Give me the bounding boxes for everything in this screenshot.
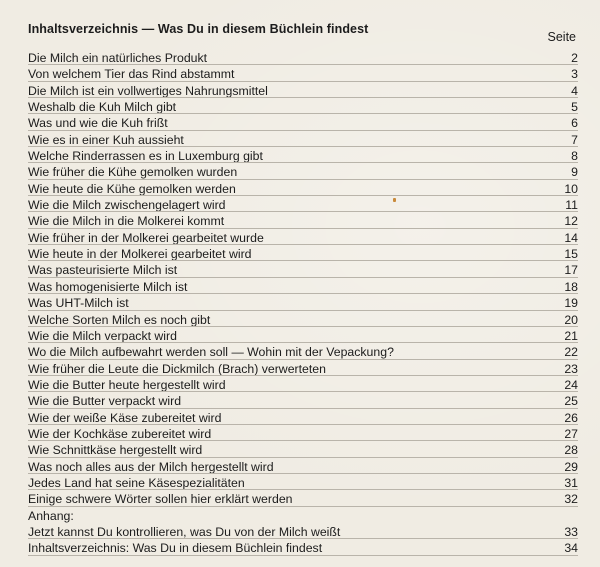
toc-entry	[28, 491, 578, 507]
toc-entry	[28, 148, 578, 164]
toc-entry	[28, 99, 578, 115]
toc-entry	[28, 344, 578, 360]
toc-entry-title: Wo die Milch aufbewahrt werden soll — Wohin mit der Vepackung?	[28, 345, 394, 360]
paper-speck	[393, 198, 396, 202]
toc-entry-page: 9	[571, 165, 578, 180]
toc-leader-line	[28, 489, 578, 490]
toc-entry-page: 34	[564, 541, 578, 556]
toc-leader-line	[28, 391, 578, 392]
toc-entry-page: 31	[564, 475, 578, 490]
toc-leader-line	[28, 146, 578, 147]
toc-entry	[28, 475, 578, 491]
toc-leader-line	[28, 97, 578, 98]
toc-leader-line	[28, 81, 578, 82]
toc-entry-page: 20	[564, 312, 578, 327]
toc-entry	[28, 246, 578, 262]
toc-leader-line	[28, 408, 578, 409]
toc-entry-title: Was UHT-Milch ist	[28, 296, 129, 311]
toc-entry-page: 10	[564, 181, 578, 196]
toc-entry	[28, 426, 578, 442]
toc-entry-title: Was pasteurisierte Milch ist	[28, 263, 178, 278]
toc-entry-title: Wie früher die Kühe gemolken wurden	[28, 165, 238, 180]
page-title: Inhaltsverzeichnis — Was Du in diesem Büchlein findest	[28, 22, 369, 36]
toc-leader-line	[28, 260, 578, 261]
toc-entry	[28, 230, 578, 246]
toc-entry-page: 28	[564, 443, 578, 458]
toc-entry-page: 15	[564, 247, 578, 262]
toc-entry-title: Jedes Land hat seine Käsespezialitäten	[28, 475, 245, 490]
toc-entry-title: Wie der Kochkäse zubereitet wird	[28, 426, 212, 441]
toc-leader-line	[28, 538, 578, 539]
toc-leader-line	[28, 179, 578, 180]
toc-entry-page: 27	[564, 426, 578, 441]
toc-entry	[28, 197, 578, 213]
toc-entry-page: 5	[571, 100, 578, 115]
toc-entry-title: Welche Sorten Milch es noch gibt	[28, 312, 211, 327]
toc-leader-line	[28, 130, 578, 131]
toc-entry-page: 24	[564, 377, 578, 392]
toc-entry-page: 21	[564, 328, 578, 343]
toc-leader-line	[28, 424, 578, 425]
toc-leader-line	[28, 113, 578, 114]
table-of-contents	[28, 50, 578, 557]
toc-entry-page: 17	[564, 263, 578, 278]
toc-entry	[28, 361, 578, 377]
toc-leader-line	[28, 359, 578, 360]
toc-leader-line	[28, 277, 578, 278]
toc-leader-line	[28, 440, 578, 441]
toc-entry-page: 7	[571, 132, 578, 147]
toc-entry-page: 22	[564, 345, 578, 360]
toc-entry-title: Wie die Butter heute hergestellt wird	[28, 377, 226, 392]
toc-entry	[28, 66, 578, 82]
toc-entry-page: 29	[564, 459, 578, 474]
toc-leader-line	[28, 326, 578, 327]
toc-entry-page: 33	[564, 524, 578, 539]
toc-leader-line	[28, 244, 578, 245]
toc-entry	[28, 377, 578, 393]
toc-entry-page: 32	[564, 492, 578, 507]
page-column-label: Seite	[547, 30, 576, 44]
toc-entry	[28, 83, 578, 99]
toc-entry-title: Wie die Butter verpackt wird	[28, 394, 182, 409]
toc-entry-title: Wie früher die Leute die Dickmilch (Brach) verwerteten	[28, 361, 326, 376]
toc-entry	[28, 459, 578, 475]
toc-entry	[28, 312, 578, 328]
toc-leader-line	[28, 195, 578, 196]
toc-entry-title: Weshalb die Kuh Milch gibt	[28, 100, 177, 115]
toc-entry-title: Wie die Milch zwischengelagert wird	[28, 198, 226, 213]
toc-entry-page: 2	[571, 51, 578, 65]
toc-entry	[28, 524, 578, 540]
toc-entry	[28, 442, 578, 458]
toc-entry-title: Wie heute die Kühe gemolken werden	[28, 181, 236, 196]
toc-entry	[28, 50, 578, 66]
toc-entry-title: Wie früher in der Molkerei gearbeitet wurde	[28, 230, 264, 245]
toc-entry	[28, 262, 578, 278]
toc-leader-line	[28, 310, 578, 311]
toc-entry-title: Was noch alles aus der Milch hergestellt wird	[28, 459, 274, 474]
toc-entry	[28, 132, 578, 148]
toc-entry-title: Die Milch ein natürliches Produkt	[28, 51, 208, 65]
toc-entry-title: Einige schwere Wörter sollen hier erklärt werden	[28, 492, 293, 507]
toc-entry-title: Was und wie die Kuh frißt	[28, 116, 168, 131]
toc-entry-title: Was homogenisierte Milch ist	[28, 279, 188, 294]
toc-entry	[28, 540, 578, 556]
toc-leader-line	[28, 162, 578, 163]
toc-entry	[28, 115, 578, 131]
toc-entry	[28, 164, 578, 180]
toc-entry-page: 6	[571, 116, 578, 131]
toc-entry-page: 8	[571, 149, 578, 164]
toc-entry	[28, 328, 578, 344]
toc-entry-title: Wie heute in der Molkerei gearbeitet wird	[28, 247, 252, 262]
toc-entry	[28, 279, 578, 295]
toc-entry-page: 19	[564, 296, 578, 311]
toc-entry-page: 25	[564, 394, 578, 409]
toc-leader-line	[28, 211, 578, 212]
toc-entry-title: Wie die Milch verpackt wird	[28, 328, 177, 343]
toc-entry-page: 3	[571, 67, 578, 82]
toc-entry-page: 14	[564, 230, 578, 245]
toc-entry-title: Die Milch ist ein vollwertiges Nahrungsmittel	[28, 83, 268, 98]
toc-leader-line	[28, 473, 578, 474]
toc-leader-line	[28, 457, 578, 458]
toc-leader-line	[28, 293, 578, 294]
toc-entry	[28, 508, 578, 524]
toc-leader-line	[28, 375, 578, 376]
toc-entry-title: Inhaltsverzeichnis: Was Du in diesem Büchlein findest	[28, 541, 323, 556]
toc-entry-title: Wie Schnittkäse hergestellt wird	[28, 443, 203, 458]
toc-leader-line	[28, 506, 578, 507]
toc-entry-page: 12	[564, 214, 578, 229]
toc-entry	[28, 393, 578, 409]
toc-entry-title: Anhang:	[28, 508, 74, 523]
toc-leader-line	[28, 555, 578, 556]
toc-entry	[28, 295, 578, 311]
toc-entry-page: 23	[564, 361, 578, 376]
toc-entry-page: 4	[571, 83, 578, 98]
toc-leader-line	[28, 228, 578, 229]
toc-entry-page: 26	[564, 410, 578, 425]
toc-leader-line	[28, 64, 578, 65]
toc-entry-title: Wie es in einer Kuh aussieht	[28, 132, 184, 147]
toc-entry	[28, 181, 578, 197]
toc-entry	[28, 410, 578, 426]
toc-entry-title: Von welchem Tier das Rind abstammt	[28, 67, 235, 82]
toc-entry-title: Wie der weiße Käse zubereitet wird	[28, 410, 222, 425]
toc-entry-page: 11	[565, 198, 578, 213]
toc-entry-title: Welche Rinderrassen es in Luxemburg gibt	[28, 149, 263, 164]
toc-entry	[28, 213, 578, 229]
toc-leader-line	[28, 342, 578, 343]
toc-entry-page: 18	[564, 279, 578, 294]
toc-entry-title: Jetzt kannst Du kontrollieren, was Du von der Milch weißt	[28, 524, 341, 539]
toc-entry-title: Wie die Milch in die Molkerei kommt	[28, 214, 225, 229]
